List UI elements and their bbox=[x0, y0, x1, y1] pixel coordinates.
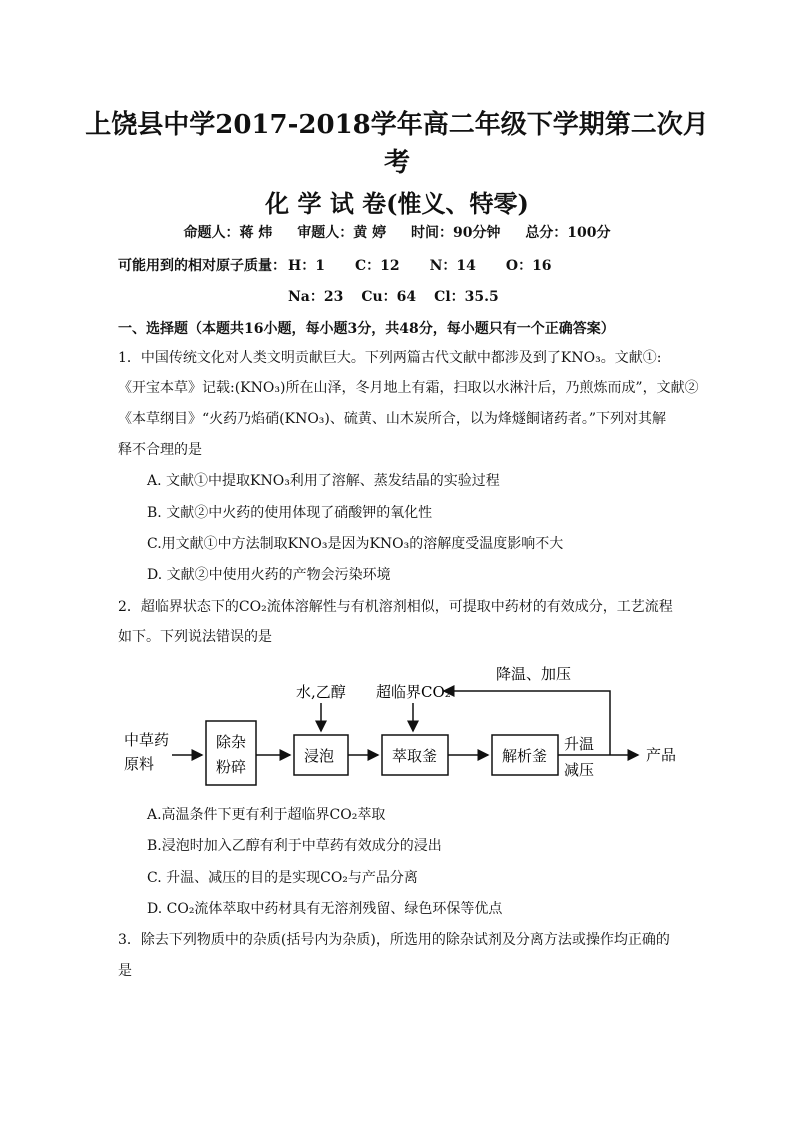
q1-option-c: C.用文献①中方法制取KNO₃是因为KNO₃的溶解度受温度影响不大 bbox=[147, 536, 564, 552]
condition-decompress: 减压 bbox=[564, 761, 595, 779]
q2-option-a: A.高温条件下更有利于超临界CO₂萃取 bbox=[147, 807, 386, 823]
q3-line2: 是 bbox=[118, 963, 132, 979]
q2-option-b: B.浸泡时加入乙醇有利于中草药有效成分的浸出 bbox=[147, 838, 442, 854]
mass-h: H：1 bbox=[288, 258, 325, 274]
q2-option-c: C. 升温、减压的目的是实现CO₂与产品分离 bbox=[147, 870, 418, 886]
atomic-mass-label: 可能用到的相对原子质量： bbox=[118, 258, 286, 274]
q2-line2: 如下。下列说法错误的是 bbox=[118, 629, 272, 645]
box3-label: 萃取釜 bbox=[392, 747, 438, 765]
total-score: 总分：100分 bbox=[525, 225, 611, 241]
mass-n: N：14 bbox=[429, 258, 476, 274]
q2-line1: 2．超临界状态下的CO₂流体溶解性与有机溶剂相似，可提取中药材的有效成分，工艺流程 bbox=[118, 599, 673, 615]
input-line1: 中草药 bbox=[124, 731, 170, 749]
mass-cu: Cu：64 bbox=[361, 289, 417, 305]
q2-option-d: D. CO₂流体萃取中药材具有无溶剂残留、绿色环保等优点 bbox=[147, 901, 503, 917]
additive-supercritical-co2: 超临界CO₂ bbox=[376, 683, 451, 701]
section-heading: 一、选择题（本题共16小题，每小题3分，共48分，每小题只有一个正确答案） bbox=[118, 321, 615, 337]
mass-na: Na：23 bbox=[288, 289, 344, 305]
box1-line1: 除杂 bbox=[216, 733, 247, 751]
exam-subject: 化 学 试 卷(惟义、特零) bbox=[265, 189, 529, 218]
atomic-mass-line1 bbox=[118, 255, 582, 275]
mass-o: O：16 bbox=[505, 258, 552, 274]
mass-c: C：12 bbox=[354, 258, 400, 274]
exam-title-line1: 上饶县中学2017-2018学年高二年级下学期第二次月 bbox=[85, 110, 709, 140]
q3-line1: 3．除去下列物质中的杂质(括号内为杂质)，所选用的除杂试剂及分离方法或操作均正确的 bbox=[118, 932, 670, 948]
output-product: 产品 bbox=[646, 746, 677, 764]
q1-option-d: D. 文献②中使用火药的产物会污染环境 bbox=[147, 567, 391, 583]
atomic-mass-line2 bbox=[288, 286, 517, 306]
q1-line1: 1．中国传统文化对人类文明贡献巨大。下列两篇古代文献中都涉及到了KNO₃。文献①: bbox=[118, 350, 662, 366]
q1-line2: 《开宝本草》记载:(KNO₃)所在山泽，冬月地上有霜，扫取以水淋汁后，乃煎炼而成”，文献② bbox=[118, 380, 699, 396]
box2-label: 浸泡 bbox=[304, 747, 335, 765]
process-flow-diagram bbox=[110, 655, 690, 795]
additive-water-ethanol: 水,乙醇 bbox=[296, 683, 346, 701]
q1-line3: 《本草纲目》“火药乃焰硝(KNO₃)、硫黄、山木炭所合，以为烽燧餇诸药者。”下列对其解 bbox=[118, 411, 667, 427]
setter: 命题人：蒋 炜 bbox=[183, 225, 273, 241]
q1-option-b: B. 文献②中火药的使用体现了硝酸钾的氧化性 bbox=[147, 505, 433, 521]
q1-line4: 释不合理的是 bbox=[118, 442, 202, 458]
recycle-condition: 降温、加压 bbox=[496, 665, 572, 683]
input-line2: 原料 bbox=[124, 755, 155, 773]
exam-authors bbox=[0, 222, 794, 242]
exam-title-line2: 考 bbox=[383, 148, 410, 178]
q1-option-a: A. 文献①中提取KNO₃利用了溶解、蒸发结晶的实验过程 bbox=[147, 473, 500, 489]
exam-time: 时间：90分钟 bbox=[410, 225, 501, 241]
box1-line2: 粉碎 bbox=[216, 758, 247, 776]
box4-label: 解析釜 bbox=[502, 747, 548, 765]
reviewer: 审题人：黄 婷 bbox=[297, 225, 387, 241]
condition-heat: 升温 bbox=[564, 735, 595, 753]
mass-cl: Cl：35.5 bbox=[434, 289, 499, 305]
